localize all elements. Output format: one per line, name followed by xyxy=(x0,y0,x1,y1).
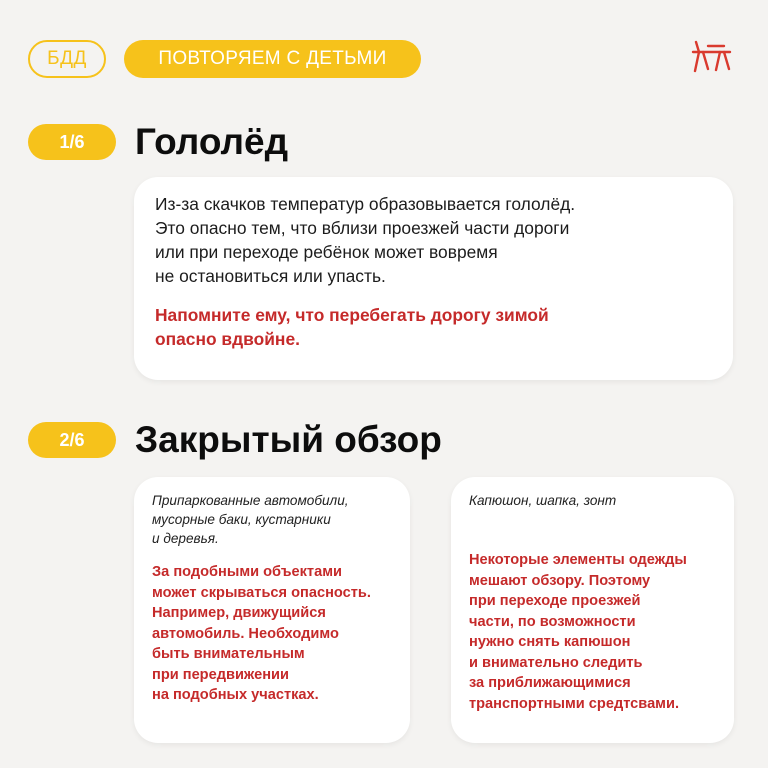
warning-line: Некоторые элементы одежды xyxy=(469,552,687,568)
body-line: или при переходе ребёнок может вовремя xyxy=(155,242,498,262)
warning-line: За подобными объектами xyxy=(152,564,342,580)
section-title-icy-road: Гололёд xyxy=(135,121,289,162)
card-icy-road xyxy=(134,177,733,380)
card-warning-text xyxy=(155,303,715,351)
section-number-1: 1/6 xyxy=(28,124,116,160)
warning-line: за приближающимися xyxy=(469,675,631,691)
warning-line: и внимательно следить xyxy=(469,654,643,671)
tag-bdd: БДД xyxy=(28,40,106,78)
card-clothing xyxy=(451,477,734,743)
tag-repeat-with-kids: ПОВТОРЯЕМ С ДЕТЬМИ xyxy=(124,40,421,78)
card-warning-text xyxy=(152,562,410,706)
section-title-blocked-view: Закрытый обзор xyxy=(135,419,442,460)
warning-line: на подобных участках. xyxy=(152,687,319,703)
warning-line: при передвижении xyxy=(152,666,289,683)
subtitle-line: Капюшон, шапка, зонт xyxy=(469,493,617,508)
body-line: Это опасно тем, что вблизи проезжей части дороги xyxy=(155,218,570,238)
warning-line: при переходе проезжей xyxy=(469,593,641,609)
warning-line: Напомните ему, что перебегать дорогу зимой xyxy=(155,305,549,325)
red-chair-logo-icon xyxy=(690,38,734,74)
warning-line: быть внимательным xyxy=(152,646,305,662)
card-subtitle xyxy=(152,491,410,548)
warning-line: опасно вдвойне. xyxy=(155,329,300,349)
card-warning-text xyxy=(469,550,734,714)
warning-line: автомобиль. Необходимо xyxy=(152,625,339,642)
warning-line: Например, движущийся xyxy=(152,605,326,621)
warning-line: транспортными средтсвами. xyxy=(469,695,680,712)
subtitle-line: и деревья. xyxy=(152,531,219,546)
section-number-2: 2/6 xyxy=(28,422,116,458)
warning-line: части, по возможности xyxy=(469,613,636,630)
card-parked-objects xyxy=(134,477,410,743)
body-line: Из-за скачков температур образовывается гололёд. xyxy=(155,194,576,214)
warning-line: мешают обзору. Поэтому xyxy=(469,572,651,589)
warning-line: нужно снять капюшон xyxy=(469,634,631,650)
warning-line: может скрываться опасность. xyxy=(152,584,371,601)
card-subtitle xyxy=(469,491,734,510)
subtitle-line: мусорные баки, кустарники xyxy=(152,512,331,527)
body-line: не остановиться или упасть. xyxy=(155,266,386,286)
card-body-text xyxy=(155,192,715,288)
subtitle-line: Припаркованные автомобили, xyxy=(152,493,349,508)
